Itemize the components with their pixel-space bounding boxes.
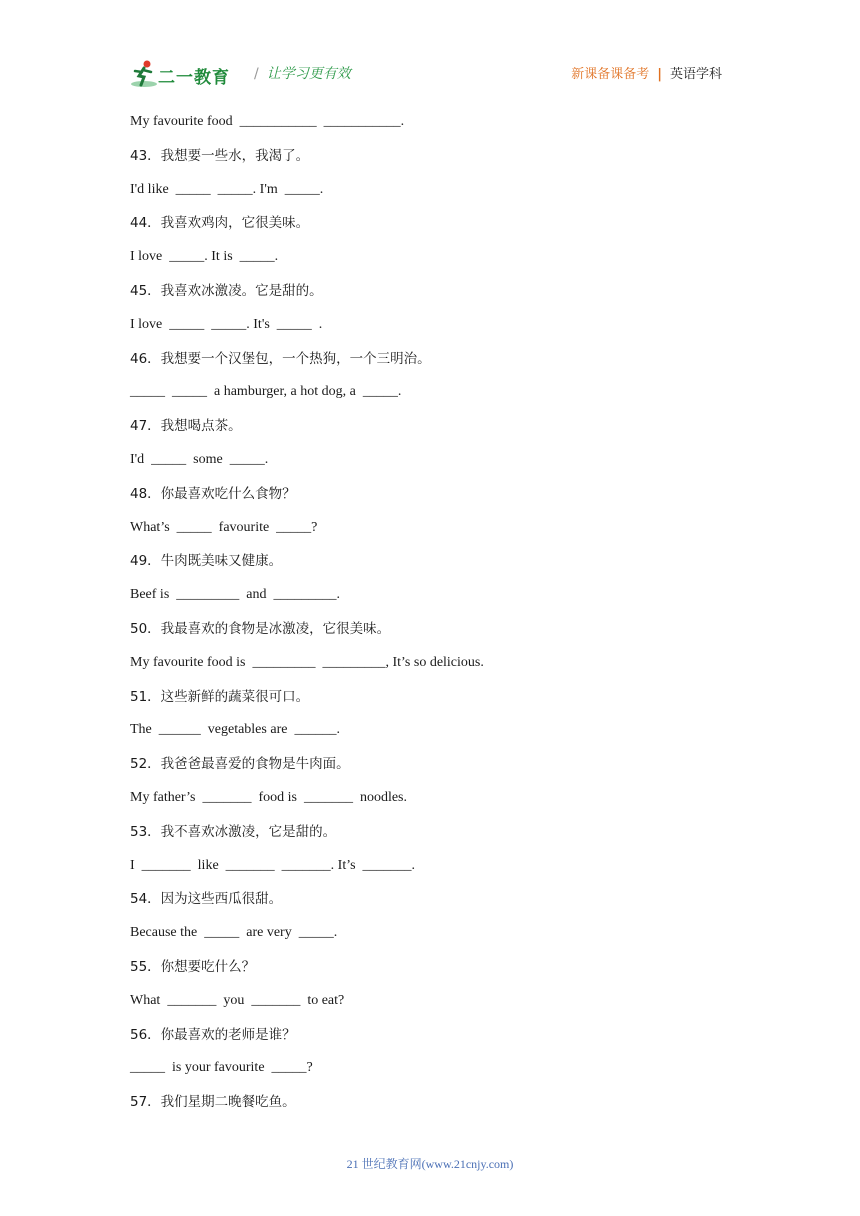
question-prompt: 47．我想喝点茶。 [130,418,242,435]
answer-line: What’s _____ favourite _____? [130,519,318,535]
header-course-label: 新课备课备考 [571,67,650,82]
question-prompt: 49．牛肉既美味又健康。 [130,553,283,570]
exercise-list [130,112,750,1126]
page-footer: 21 世纪教育网(www.21cnjy.com) [346,1157,514,1171]
answer-line: Beef is _________ and _________. [130,587,340,603]
question-prompt: 56．你最喜欢的老师是谁？ [130,1026,296,1043]
answer-line: What _______ you _______ to eat? [130,992,345,1008]
question-prompt: 51．这些新鲜的蔬菜很可口。 [130,688,310,705]
answer-line: I love _____. It is _____. [130,249,279,265]
question-prompt: 53．我不喜欢冰激凌，它是甜的。 [130,823,337,840]
slogan-separator: / [254,66,259,82]
logo [130,58,255,90]
answer-line: The ______ vegetables are ______. [130,722,340,738]
logo-text: 二一教育 [158,68,230,88]
header-subject [571,63,722,82]
question-prompt: 43．我想要一些水，我渴了。 [130,147,310,164]
slogan [254,63,351,83]
question-prompt: 54．因为这些西瓜很甜。 [130,891,283,908]
answer-line: I'd like _____ _____. I'm _____. [130,181,324,197]
answer-line: My favourite food is _________ _________, It’s so delicious. [130,654,484,670]
header-divider: | [657,67,662,82]
answer-line: My father’s _______ food is _______ noodles. [130,789,407,805]
answer-line: My favourite food ___________ ___________. [130,114,405,129]
answer-line: _____ _____ a hamburger, a hot dog, a _____. [130,384,402,400]
answer-line: _____ is your favourite _____? [130,1060,313,1076]
answer-line: Because the _____ are very _____. [130,925,338,941]
runner-logo-icon [130,58,160,90]
question-prompt: 55．你想要吃什么？ [130,958,256,975]
header-subject-label: 英语学科 [669,67,722,82]
answer-line: I love _____ _____. It's _____ . [130,316,323,332]
answer-line: I _______ like _______ _______. It’s _______. [130,857,416,873]
question-prompt: 44．我喜欢鸡肉，它很美味。 [130,215,310,232]
question-prompt: 50．我最喜欢的食物是冰激凌，它很美味。 [130,620,391,637]
question-prompt: 46．我想要一个汉堡包，一个热狗，一个三明治。 [130,350,431,367]
question-prompt: 45．我喜欢冰激凌。它是甜的。 [130,282,323,299]
question-prompt: 52．我爸爸最喜爱的食物是牛肉面。 [130,756,350,773]
question-prompt: 57．我们星期二晚餐吃鱼。 [130,1094,296,1111]
question-prompt: 48．你最喜欢吃什么食物？ [130,485,296,502]
answer-line: I'd _____ some _____. [130,451,269,467]
page-header [130,56,730,92]
slogan-text: 让学习更有效 [266,66,351,82]
